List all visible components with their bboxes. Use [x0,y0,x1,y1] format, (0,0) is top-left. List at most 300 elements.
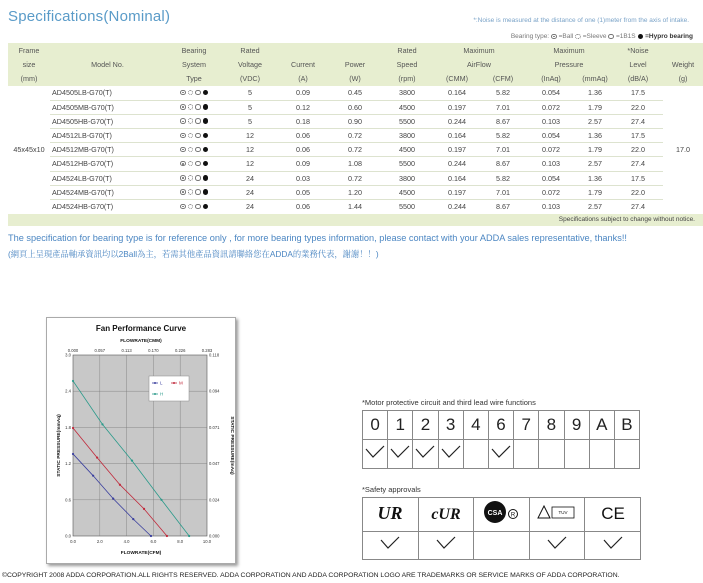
power-cell: 0.45 [329,86,381,100]
cmm-cell: 0.164 [433,86,481,100]
top-tick-label: 0.000 [67,348,79,353]
check-icon [380,536,400,550]
power-cell: 0.60 [329,100,381,114]
voltage-cell: 5 [223,100,277,114]
weight-cell: 17.0 [676,145,690,155]
spec-row [8,100,703,114]
1b1s-bearing-icon [195,175,201,181]
power-cell: 1.08 [329,157,381,171]
model-cell: AD4512HB-G70(T) [50,157,165,171]
y-tick-label: 0.0 [65,533,71,539]
inaq-cell: 0.103 [542,202,560,212]
bearing-type-cell [165,128,223,142]
1b1s-bearing-icon [195,189,201,195]
mmaq-cell: 2.57 [577,157,613,171]
tuv-logo-text: TUV [558,510,568,515]
legend-marker-M [173,382,175,384]
motor-check-cell [438,440,463,469]
th-bearing-2: System [165,57,223,71]
model-cell: AD4512LB-G70(T) [50,128,165,142]
speed-cell: 5500 [381,114,433,128]
tuv-logo [537,504,577,520]
x-tick-label: 8.0 [177,539,184,544]
check-icon [491,445,511,459]
bearing-legend-prefix: Bearing type: [510,33,550,40]
inaq-cell: 0.054 [525,86,577,100]
motor-code-cell: 4 [463,411,488,440]
check-icon [547,536,567,550]
th-weight-3: (g) [663,72,703,86]
series-point-L [112,497,114,499]
bearing-type-cell [165,86,223,100]
motor-check-cell [614,440,639,469]
motor-functions-title: *Motor protective circuit and third lead wire functions [362,398,536,407]
bearing-legend-hypro: =Hypro bearing [645,33,693,40]
th-frame-3: (mm) [8,72,50,86]
spec-table-header [8,43,703,86]
cfm-cell: 8.67 [481,157,525,171]
th-power-3: (W) [329,72,381,86]
speed-cell: 3800 [381,86,433,100]
svg-text:R: R [511,512,516,519]
th-pressure-mmaq: (mmAq) [577,72,613,86]
sleeve-bearing-icon [188,189,194,195]
inaq-cell: 0.103 [525,157,577,171]
ur-logo-text: UR [377,503,403,521]
cfm-cell: 8.67 [481,114,525,128]
hypro-bearing-icon [203,90,209,96]
1b1s-bearing-icon [195,90,201,96]
speed-cell: 4500 [381,185,433,199]
inaq-cell: 0.054 [525,128,577,142]
check-icon [603,536,623,550]
cfm-cell: 7.01 [481,143,525,157]
y-right-tick-label: 0.024 [209,497,220,503]
bearing-type-cell [165,114,223,128]
legend-label-H: H [160,391,164,397]
bearing-type-cell [165,199,223,213]
th-bearing-1: Bearing [165,43,223,57]
check-icon [436,536,456,550]
1b1s-bearing-icon [195,161,201,167]
th-airflow-2: AirFlow [433,57,525,71]
th-airflow-cfm: (CFM) [481,72,525,86]
series-point-L [92,475,94,477]
mmaq-cell: 2.57 [588,202,602,212]
bearing-legend-1b1s: =1B1S [615,33,636,40]
speed-cell: 5500 [399,202,415,212]
noise-cell: 22.0 [613,143,663,157]
th-noise-2: Level [613,57,663,71]
model-cell: AD4524MB-G70(T) [50,185,165,199]
th-frame-1: Frame [8,43,50,57]
mmaq-cell: 1.79 [577,100,613,114]
power-cell: 1.44 [348,202,362,212]
spec-row [8,157,703,171]
mmaq-cell: 1.36 [577,171,613,185]
series-point-M [72,427,74,429]
x-tick-label: 0.0 [70,539,76,544]
th-weight-2: Weight [663,57,703,71]
th-power-2: Power [329,57,381,71]
power-cell: 1.20 [329,185,381,199]
sleeve-bearing-icon [188,118,194,124]
th-pressure-1: Maximum [525,43,613,57]
model-cell: AD4524HB-G70(T) [52,202,114,212]
ball-bearing-icon [180,90,186,96]
spec-row [8,185,703,199]
model-cell: AD4505HB-G70(T) [50,114,165,128]
voltage-cell: 24 [223,185,277,199]
bearing-legend [511,33,693,40]
series-point-M [166,535,168,537]
cfm-cell: 7.01 [481,185,525,199]
bearing-type-cell [165,185,223,199]
legend-marker-H [154,393,156,395]
spec-footer-note: Specifications subject to change without notice. [8,214,703,226]
1b1s-bearing-icon [195,204,201,210]
1b1s-bearing-icon [195,147,201,153]
motor-check-cell [539,440,564,469]
current-cell: 0.06 [277,143,329,157]
noise-note: *:Noise is measured at the distance of one (1)meter from the axis of intake. [473,17,689,24]
check-icon [365,445,385,459]
motor-check-cell [514,440,539,469]
motor-code-cell: 0 [363,411,388,440]
motor-code-cell: 1 [388,411,413,440]
th-model-1 [50,43,165,57]
speed-cell: 4500 [381,143,433,157]
ball-bearing-icon [180,189,186,195]
spec-row [8,128,703,142]
th-current-3: (A) [277,72,329,86]
cmm-cell: 0.197 [433,100,481,114]
hypro-bearing-icon [203,118,209,124]
x-tick-label: 6.0 [150,539,157,544]
cmm-cell: 0.244 [433,114,481,128]
th-voltage-3: (VDC) [223,72,277,86]
spec-row [8,143,703,157]
hypro-bearing-icon [203,133,209,139]
1b1s-bearing-icon [195,104,201,110]
1b1s-bearing-icon [195,133,201,139]
noise-cell: 27.4 [631,202,645,212]
sleeve-bearing-icon [188,104,194,110]
noise-cell: 27.4 [613,114,663,128]
th-current-1 [277,43,329,57]
bearing-type-cell [165,157,223,171]
y-tick-label: 0.6 [65,497,71,503]
bearing-type-cell [165,171,223,185]
legend-box [149,376,189,401]
cmm-cell: 0.197 [433,143,481,157]
tuv-mark-cell [529,498,585,532]
top-tick-label: 0.283 [201,348,213,353]
th-power-1 [329,43,381,57]
legend-label-M: M [179,380,183,386]
current-cell: 0.18 [277,114,329,128]
speed-cell: 4500 [381,100,433,114]
cur-mark-cell [418,498,474,532]
current-cell: 0.09 [277,157,329,171]
series-point-M [96,456,98,458]
x-tick-label: 10.0 [202,539,212,544]
hypro-bearing-icon [203,189,209,195]
th-airflow-cmm: (CMM) [433,72,481,86]
safety-check-cell [363,532,419,560]
motor-code-cell: 9 [564,411,589,440]
motor-check-cell [589,440,614,469]
cmm-cell: 0.164 [433,171,481,185]
hypro-bearing-icon [203,204,209,210]
top-tick-label: 0.226 [174,348,186,353]
bearing-legend-ball: =Ball [558,33,574,40]
y-right-tick-label: 0.000 [209,533,220,539]
power-cell: 0.72 [329,143,381,157]
th-speed-2: Speed [381,57,433,71]
th-speed-1: Rated [381,43,433,57]
motor-code-cell: 6 [488,411,513,440]
mmaq-cell: 2.57 [577,114,613,128]
page-title: Specifications(Nominal) [8,8,171,25]
cmm-cell: 0.244 [448,202,466,212]
motor-check-cell [564,440,589,469]
voltage-cell: 5 [223,86,277,100]
voltage-cell: 24 [223,171,277,185]
ce-logo [598,503,628,521]
model-cell: AD4505MB-G70(T) [50,100,165,114]
sleeve-bearing-icon [188,147,194,153]
spec-row [8,199,703,213]
y-right-tick-label: 0.094 [209,388,220,394]
motor-code-cell: 7 [514,411,539,440]
check-icon [390,445,410,459]
frame-size-cell: 45x45x10 [13,145,45,155]
th-noise-3: (dB/A) [613,72,663,86]
voltage-cell: 12 [223,157,277,171]
cmm-cell: 0.164 [433,128,481,142]
noise-cell: 22.0 [613,185,663,199]
legend-label-L: L [160,380,163,386]
motor-code-cell: A [589,411,614,440]
voltage-cell: 5 [223,114,277,128]
current-cell: 0.03 [277,171,329,185]
hypro-bearing-icon [638,34,644,40]
spec-table [8,43,703,226]
disclaimer-chinese: (網頁上呈現產品軸承資訊均以2Ball為主，若需其他產品資訊請聯絡您在ADDA的業務代表，謝謝！！) [8,249,379,259]
x-tick-label: 4.0 [123,539,130,544]
motor-check-cell [413,440,438,469]
cfm-cell: 5.82 [481,171,525,185]
sleeve-bearing-icon [188,161,194,167]
bearing-legend-sleeve: =Sleeve [582,33,607,40]
y-axis-label-right: STATIC PRESSURE(InAq) [229,416,234,475]
th-frame-2: size [8,57,50,71]
ball-bearing-icon [180,133,186,139]
csa-logo [481,500,521,524]
inaq-cell: 0.103 [525,114,577,128]
cmm-cell: 0.244 [433,157,481,171]
th-noise-1: *Noise [613,43,663,57]
noise-cell: 27.4 [613,157,663,171]
inaq-cell: 0.072 [525,185,577,199]
safety-approvals-title: *Safety approvals [362,485,421,494]
noise-cell: 17.5 [613,86,663,100]
motor-code-cell: B [614,411,639,440]
1b1s-bearing-icon [195,118,201,124]
top-tick-label: 0.057 [94,348,106,353]
spec-row [8,86,703,100]
hypro-bearing-icon [203,104,209,110]
ball-bearing-icon [180,204,186,210]
th-speed-3: (rpm) [381,72,433,86]
inaq-cell: 0.054 [525,171,577,185]
power-cell: 0.90 [329,114,381,128]
th-voltage-2: Voltage [223,57,277,71]
1b1s-bearing-icon [608,34,614,40]
x-axis-label: FLOWRATE(CFM) [120,551,162,556]
series-point-L [72,453,74,455]
spec-row [8,171,703,185]
current-cell: 0.06 [277,128,329,142]
th-weight-1 [663,43,703,57]
mmaq-cell: 1.36 [577,86,613,100]
motor-code-cell: 3 [438,411,463,440]
series-point-M [143,508,145,510]
model-cell: AD4524LB-G70(T) [50,171,165,185]
cfm-cell: 7.01 [481,100,525,114]
safety-check-cell [474,532,530,560]
model-cell: AD4512MB-G70(T) [50,143,165,157]
current-cell: 0.06 [296,202,310,212]
hypro-bearing-icon [203,147,209,153]
ur-recognized-logo [373,503,407,521]
safety-approvals-table [362,497,641,560]
series-point-H [160,499,162,501]
series-point-L [150,535,152,537]
voltage-cell: 24 [246,202,254,212]
current-cell: 0.09 [277,86,329,100]
series-point-H [101,423,103,425]
cur-recognized-logo [424,503,468,521]
check-icon [441,445,461,459]
bearing-type-cell [165,100,223,114]
y-right-tick-label: 0.047 [209,461,220,467]
y-tick-label: 2.4 [65,388,71,394]
copyright-notice: ©COPYRIGHT 2008 ADDA CORPORATION.ALL RIGHTS RESERVED. ADDA CORPORATION AND ADDA CORPORATION LOGO ARE TRADEMARKS OR SERVICE MARKS OF ADDA CORPORATION. [2,572,620,579]
series-point-H [131,459,133,461]
power-cell: 0.72 [329,128,381,142]
cur-logo-text: cUR [431,506,461,521]
model-cell: AD4505LB-G70(T) [50,86,165,100]
ball-bearing-icon [180,147,186,153]
mmaq-cell: 1.79 [577,185,613,199]
cmm-cell: 0.197 [433,185,481,199]
csa-mark-cell [474,498,530,532]
ball-bearing-icon [180,175,186,181]
motor-functions-table [362,410,640,469]
disclaimer-english: The specification for bearing type is for reference only , for more bearing types information, please contact with your ADDA sales representative, thanks!! [8,233,627,243]
ball-bearing-icon [180,104,186,110]
legend-marker-L [154,382,156,384]
noise-cell: 17.5 [613,128,663,142]
top-axis-label: FLOWRATE(CMM) [120,339,162,344]
voltage-cell: 12 [223,143,277,157]
th-pressure-inaq: (InAq) [525,72,577,86]
cfm-cell: 5.82 [481,128,525,142]
fan-performance-chart [46,317,236,564]
motor-check-cell [388,440,413,469]
mmaq-cell: 1.79 [577,143,613,157]
csa-logo-text: CSA [488,510,503,517]
y-tick-label: 3.0 [65,352,71,358]
speed-cell: 3800 [381,128,433,142]
ball-bearing-icon [551,34,557,40]
ur-mark-cell [363,498,419,532]
y-axis-label: STATIC PRESSURE(mmAq) [57,414,62,477]
spec-table-body [8,86,703,214]
current-cell: 0.05 [277,185,329,199]
ball-bearing-icon [180,118,186,124]
hypro-bearing-icon [203,161,209,167]
y-tick-label: 1.8 [65,424,71,430]
y-right-tick-label: 0.118 [209,352,220,358]
th-model-3 [50,72,165,86]
series-point-H [72,380,74,382]
power-cell: 0.72 [329,171,381,185]
motor-code-cell: 8 [539,411,564,440]
ce-logo-text: CE [600,504,625,521]
series-point-L [132,518,134,520]
speed-cell: 3800 [381,171,433,185]
series-point-M [119,484,121,486]
noise-cell: 17.5 [613,171,663,185]
current-cell: 0.12 [277,100,329,114]
ball-bearing-icon [180,161,186,167]
top-tick-label: 0.170 [148,348,159,353]
motor-check-cell [363,440,388,469]
th-pressure-2: Pressure [525,57,613,71]
sleeve-bearing-icon [188,175,194,181]
y-tick-label: 1.2 [65,461,71,467]
inaq-cell: 0.072 [525,143,577,157]
cfm-cell: 5.82 [481,86,525,100]
check-icon [415,445,435,459]
cfm-cell: 8.67 [496,202,510,212]
voltage-cell: 12 [223,128,277,142]
motor-check-cell [488,440,513,469]
th-voltage-1: Rated [223,43,277,57]
motor-check-cell [463,440,488,469]
motor-code-cell: 2 [413,411,438,440]
spec-row [8,114,703,128]
ce-mark-cell [585,498,641,532]
speed-cell: 5500 [381,157,433,171]
x-tick-label: 2.0 [96,539,103,544]
hypro-bearing-icon [203,175,209,181]
noise-cell: 22.0 [613,100,663,114]
sleeve-bearing-icon [575,34,581,40]
sleeve-bearing-icon [188,133,194,139]
th-airflow-1: Maximum [433,43,525,57]
th-current-2: Current [277,57,329,71]
sleeve-bearing-icon [188,90,194,96]
safety-check-cell [529,532,585,560]
sleeve-bearing-icon [188,204,194,210]
safety-check-cell [585,532,641,560]
top-tick-label: 0.113 [121,348,132,353]
th-bearing-3: Type [165,72,223,86]
